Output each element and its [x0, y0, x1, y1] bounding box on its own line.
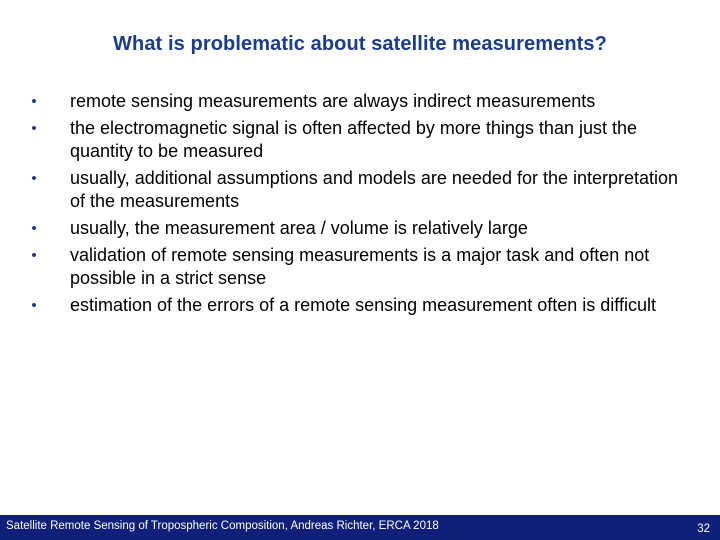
bullet-dot: • — [31, 247, 37, 264]
bullet-dot: • — [31, 170, 37, 187]
bullet-item — [28, 167, 698, 213]
bullet-list — [28, 90, 698, 321]
bullet-item — [28, 294, 698, 317]
bullet-text: usually, the measurement area / volume is relatively large — [70, 218, 528, 238]
bullet-dot: • — [31, 220, 37, 237]
bullet-text: estimation of the errors of a remote sensing measurement often is difficult — [70, 295, 656, 315]
page-number: 32 — [697, 523, 710, 535]
bullet-text: remote sensing measurements are always indirect measurements — [70, 91, 596, 111]
bullet-item — [28, 217, 698, 240]
bullet-item — [28, 90, 698, 113]
bullet-text: the electromagnetic signal is often affected by more things than just the quantity to be measured — [70, 118, 637, 161]
slide-title: What is problematic about satellite measurements? — [113, 33, 607, 55]
bullet-dot: • — [31, 120, 37, 137]
bullet-dot: • — [31, 297, 37, 314]
footer-text: Satellite Remote Sensing of Tropospheric Composition, Andreas Richter, ERCA 2018 — [6, 520, 439, 532]
bullet-item — [28, 244, 698, 290]
bullet-item — [28, 117, 698, 163]
bullet-text: usually, additional assumptions and models are needed for the interpretation of the measurements — [70, 168, 679, 211]
bullet-dot: • — [31, 93, 37, 110]
footer-bar — [0, 515, 720, 540]
bullet-text: validation of remote sensing measurements is a major task and often not possible in a strict sense — [70, 245, 650, 288]
